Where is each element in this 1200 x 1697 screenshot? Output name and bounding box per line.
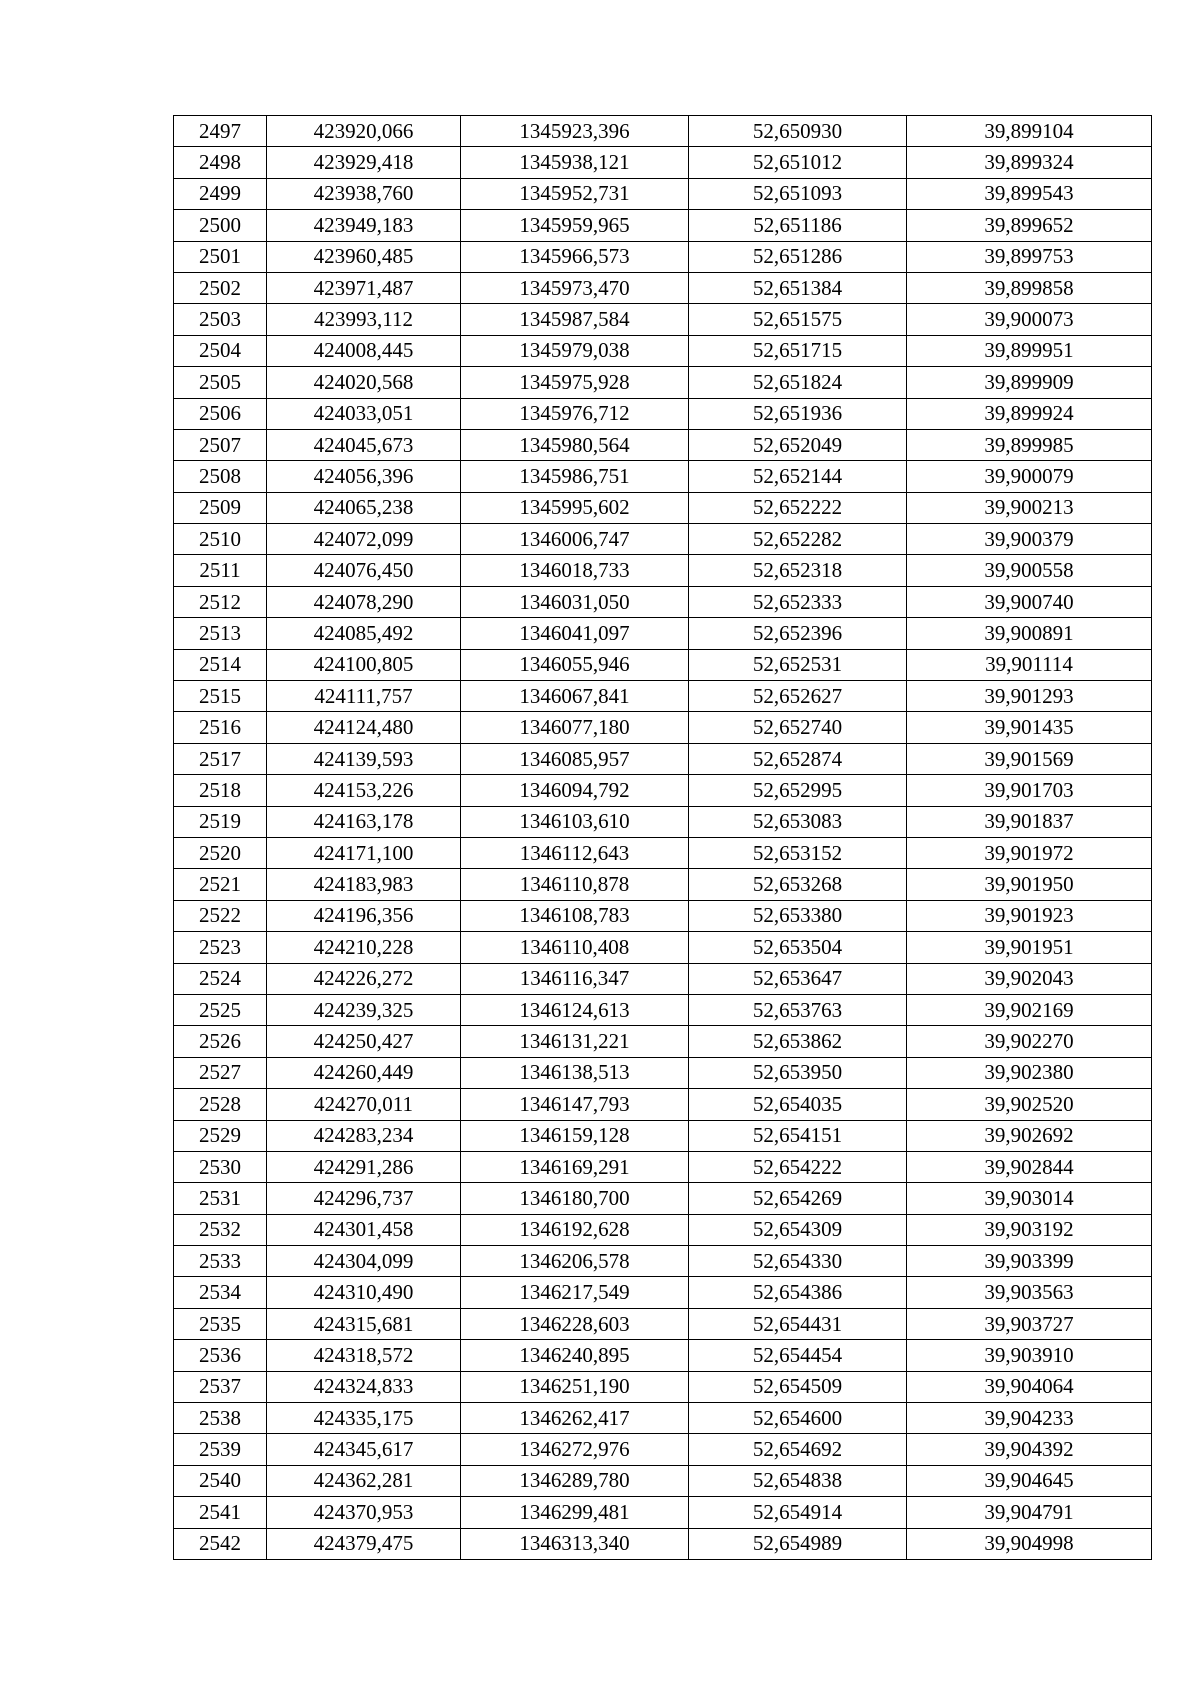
table-row bbox=[174, 712, 1152, 743]
point-number-cell: 2535 bbox=[174, 1308, 267, 1339]
longitude-cell: 39,902520 bbox=[907, 1089, 1152, 1120]
longitude-cell: 39,901293 bbox=[907, 681, 1152, 712]
y-coordinate-cell: 1346138,513 bbox=[461, 1057, 689, 1088]
longitude-cell: 39,903192 bbox=[907, 1214, 1152, 1245]
y-coordinate-cell: 1346240,895 bbox=[461, 1340, 689, 1371]
table-row bbox=[174, 461, 1152, 492]
x-coordinate-cell: 424078,290 bbox=[267, 586, 461, 617]
x-coordinate-cell: 424210,228 bbox=[267, 932, 461, 963]
point-number-cell: 2541 bbox=[174, 1497, 267, 1528]
latitude-cell: 52,652282 bbox=[689, 524, 907, 555]
table-row bbox=[174, 1214, 1152, 1245]
latitude-cell: 52,654035 bbox=[689, 1089, 907, 1120]
x-coordinate-cell: 424310,490 bbox=[267, 1277, 461, 1308]
latitude-cell: 52,653152 bbox=[689, 837, 907, 868]
longitude-cell: 39,899924 bbox=[907, 398, 1152, 429]
table-row bbox=[174, 1183, 1152, 1214]
point-number-cell: 2529 bbox=[174, 1120, 267, 1151]
latitude-cell: 52,654309 bbox=[689, 1214, 907, 1245]
latitude-cell: 52,654454 bbox=[689, 1340, 907, 1371]
latitude-cell: 52,651824 bbox=[689, 367, 907, 398]
y-coordinate-cell: 1346006,747 bbox=[461, 524, 689, 555]
longitude-cell: 39,900379 bbox=[907, 524, 1152, 555]
latitude-cell: 52,654914 bbox=[689, 1497, 907, 1528]
point-number-cell: 2501 bbox=[174, 241, 267, 272]
y-coordinate-cell: 1346085,957 bbox=[461, 743, 689, 774]
point-number-cell: 2502 bbox=[174, 272, 267, 303]
latitude-cell: 52,652995 bbox=[689, 775, 907, 806]
y-coordinate-cell: 1346131,221 bbox=[461, 1026, 689, 1057]
longitude-cell: 39,900558 bbox=[907, 555, 1152, 586]
y-coordinate-cell: 1346110,408 bbox=[461, 932, 689, 963]
latitude-cell: 52,652740 bbox=[689, 712, 907, 743]
table-row bbox=[174, 367, 1152, 398]
latitude-cell: 52,654222 bbox=[689, 1151, 907, 1182]
x-coordinate-cell: 424291,286 bbox=[267, 1151, 461, 1182]
point-number-cell: 2525 bbox=[174, 994, 267, 1025]
y-coordinate-cell: 1346116,347 bbox=[461, 963, 689, 994]
longitude-cell: 39,899985 bbox=[907, 429, 1152, 460]
point-number-cell: 2510 bbox=[174, 524, 267, 555]
longitude-cell: 39,903014 bbox=[907, 1183, 1152, 1214]
point-number-cell: 2527 bbox=[174, 1057, 267, 1088]
latitude-cell: 52,652531 bbox=[689, 649, 907, 680]
table-row bbox=[174, 837, 1152, 868]
x-coordinate-cell: 424239,325 bbox=[267, 994, 461, 1025]
latitude-cell: 52,651715 bbox=[689, 335, 907, 366]
longitude-cell: 39,901703 bbox=[907, 775, 1152, 806]
point-number-cell: 2536 bbox=[174, 1340, 267, 1371]
table-row bbox=[174, 398, 1152, 429]
y-coordinate-cell: 1346299,481 bbox=[461, 1497, 689, 1528]
x-coordinate-cell: 424072,099 bbox=[267, 524, 461, 555]
longitude-cell: 39,903399 bbox=[907, 1246, 1152, 1277]
longitude-cell: 39,902380 bbox=[907, 1057, 1152, 1088]
x-coordinate-cell: 423938,760 bbox=[267, 178, 461, 209]
y-coordinate-cell: 1346313,340 bbox=[461, 1528, 689, 1559]
x-coordinate-cell: 424370,953 bbox=[267, 1497, 461, 1528]
x-coordinate-cell: 424153,226 bbox=[267, 775, 461, 806]
x-coordinate-cell: 424065,238 bbox=[267, 492, 461, 523]
latitude-cell: 52,653862 bbox=[689, 1026, 907, 1057]
longitude-cell: 39,900891 bbox=[907, 618, 1152, 649]
x-coordinate-cell: 424111,757 bbox=[267, 681, 461, 712]
x-coordinate-cell: 424362,281 bbox=[267, 1465, 461, 1496]
y-coordinate-cell: 1346169,291 bbox=[461, 1151, 689, 1182]
y-coordinate-cell: 1345986,751 bbox=[461, 461, 689, 492]
x-coordinate-cell: 423949,183 bbox=[267, 210, 461, 241]
x-coordinate-cell: 423993,112 bbox=[267, 304, 461, 335]
table-row bbox=[174, 1465, 1152, 1496]
point-number-cell: 2522 bbox=[174, 900, 267, 931]
x-coordinate-cell: 424085,492 bbox=[267, 618, 461, 649]
y-coordinate-cell: 1345973,470 bbox=[461, 272, 689, 303]
longitude-cell: 39,899104 bbox=[907, 116, 1152, 147]
longitude-cell: 39,901923 bbox=[907, 900, 1152, 931]
y-coordinate-cell: 1346112,643 bbox=[461, 837, 689, 868]
latitude-cell: 52,653763 bbox=[689, 994, 907, 1025]
latitude-cell: 52,651936 bbox=[689, 398, 907, 429]
x-coordinate-cell: 424226,272 bbox=[267, 963, 461, 994]
longitude-cell: 39,902169 bbox=[907, 994, 1152, 1025]
y-coordinate-cell: 1346067,841 bbox=[461, 681, 689, 712]
point-number-cell: 2519 bbox=[174, 806, 267, 837]
x-coordinate-cell: 424260,449 bbox=[267, 1057, 461, 1088]
x-coordinate-cell: 424100,805 bbox=[267, 649, 461, 680]
y-coordinate-cell: 1346272,976 bbox=[461, 1434, 689, 1465]
latitude-cell: 52,651012 bbox=[689, 147, 907, 178]
latitude-cell: 52,652627 bbox=[689, 681, 907, 712]
x-coordinate-cell: 424315,681 bbox=[267, 1308, 461, 1339]
latitude-cell: 52,651093 bbox=[689, 178, 907, 209]
point-number-cell: 2507 bbox=[174, 429, 267, 460]
longitude-cell: 39,899652 bbox=[907, 210, 1152, 241]
latitude-cell: 52,654509 bbox=[689, 1371, 907, 1402]
table-row bbox=[174, 116, 1152, 147]
longitude-cell: 39,901951 bbox=[907, 932, 1152, 963]
longitude-cell: 39,901837 bbox=[907, 806, 1152, 837]
latitude-cell: 52,654151 bbox=[689, 1120, 907, 1151]
longitude-cell: 39,901569 bbox=[907, 743, 1152, 774]
point-number-cell: 2511 bbox=[174, 555, 267, 586]
y-coordinate-cell: 1346159,128 bbox=[461, 1120, 689, 1151]
table-row bbox=[174, 1246, 1152, 1277]
x-coordinate-cell: 424056,396 bbox=[267, 461, 461, 492]
latitude-cell: 52,654269 bbox=[689, 1183, 907, 1214]
table-row bbox=[174, 681, 1152, 712]
y-coordinate-cell: 1346041,097 bbox=[461, 618, 689, 649]
x-coordinate-cell: 424283,234 bbox=[267, 1120, 461, 1151]
longitude-cell: 39,901950 bbox=[907, 869, 1152, 900]
latitude-cell: 52,652318 bbox=[689, 555, 907, 586]
table-row bbox=[174, 1371, 1152, 1402]
y-coordinate-cell: 1346289,780 bbox=[461, 1465, 689, 1496]
y-coordinate-cell: 1345952,731 bbox=[461, 178, 689, 209]
latitude-cell: 52,652874 bbox=[689, 743, 907, 774]
longitude-cell: 39,903727 bbox=[907, 1308, 1152, 1339]
latitude-cell: 52,651384 bbox=[689, 272, 907, 303]
point-number-cell: 2497 bbox=[174, 116, 267, 147]
y-coordinate-cell: 1346103,610 bbox=[461, 806, 689, 837]
coordinates-table-body bbox=[174, 116, 1152, 1560]
y-coordinate-cell: 1346110,878 bbox=[461, 869, 689, 900]
x-coordinate-cell: 424139,593 bbox=[267, 743, 461, 774]
point-number-cell: 2517 bbox=[174, 743, 267, 774]
x-coordinate-cell: 424296,737 bbox=[267, 1183, 461, 1214]
longitude-cell: 39,901972 bbox=[907, 837, 1152, 868]
point-number-cell: 2512 bbox=[174, 586, 267, 617]
y-coordinate-cell: 1345975,928 bbox=[461, 367, 689, 398]
y-coordinate-cell: 1346147,793 bbox=[461, 1089, 689, 1120]
longitude-cell: 39,901114 bbox=[907, 649, 1152, 680]
table-row bbox=[174, 1497, 1152, 1528]
table-row bbox=[174, 1026, 1152, 1057]
point-number-cell: 2523 bbox=[174, 932, 267, 963]
table-row bbox=[174, 963, 1152, 994]
table-row bbox=[174, 618, 1152, 649]
point-number-cell: 2503 bbox=[174, 304, 267, 335]
longitude-cell: 39,901435 bbox=[907, 712, 1152, 743]
latitude-cell: 52,653083 bbox=[689, 806, 907, 837]
longitude-cell: 39,899909 bbox=[907, 367, 1152, 398]
x-coordinate-cell: 424345,617 bbox=[267, 1434, 461, 1465]
point-number-cell: 2537 bbox=[174, 1371, 267, 1402]
y-coordinate-cell: 1345995,602 bbox=[461, 492, 689, 523]
latitude-cell: 52,654431 bbox=[689, 1308, 907, 1339]
longitude-cell: 39,899858 bbox=[907, 272, 1152, 303]
y-coordinate-cell: 1345987,584 bbox=[461, 304, 689, 335]
x-coordinate-cell: 424250,427 bbox=[267, 1026, 461, 1057]
latitude-cell: 52,654692 bbox=[689, 1434, 907, 1465]
x-coordinate-cell: 424020,568 bbox=[267, 367, 461, 398]
point-number-cell: 2504 bbox=[174, 335, 267, 366]
x-coordinate-cell: 423929,418 bbox=[267, 147, 461, 178]
x-coordinate-cell: 424301,458 bbox=[267, 1214, 461, 1245]
point-number-cell: 2542 bbox=[174, 1528, 267, 1559]
point-number-cell: 2526 bbox=[174, 1026, 267, 1057]
table-row bbox=[174, 1089, 1152, 1120]
latitude-cell: 52,654600 bbox=[689, 1403, 907, 1434]
y-coordinate-cell: 1346018,733 bbox=[461, 555, 689, 586]
longitude-cell: 39,902043 bbox=[907, 963, 1152, 994]
point-number-cell: 2505 bbox=[174, 367, 267, 398]
point-number-cell: 2506 bbox=[174, 398, 267, 429]
table-row bbox=[174, 1151, 1152, 1182]
table-row bbox=[174, 1340, 1152, 1371]
y-coordinate-cell: 1346217,549 bbox=[461, 1277, 689, 1308]
longitude-cell: 39,900073 bbox=[907, 304, 1152, 335]
y-coordinate-cell: 1346262,417 bbox=[461, 1403, 689, 1434]
longitude-cell: 39,904233 bbox=[907, 1403, 1152, 1434]
y-coordinate-cell: 1345923,396 bbox=[461, 116, 689, 147]
point-number-cell: 2530 bbox=[174, 1151, 267, 1182]
point-number-cell: 2539 bbox=[174, 1434, 267, 1465]
latitude-cell: 52,653950 bbox=[689, 1057, 907, 1088]
point-number-cell: 2520 bbox=[174, 837, 267, 868]
latitude-cell: 52,653647 bbox=[689, 963, 907, 994]
table-row bbox=[174, 775, 1152, 806]
table-row bbox=[174, 743, 1152, 774]
coordinates-table bbox=[173, 115, 1152, 1560]
x-coordinate-cell: 424335,175 bbox=[267, 1403, 461, 1434]
table-row bbox=[174, 1528, 1152, 1559]
x-coordinate-cell: 423960,485 bbox=[267, 241, 461, 272]
x-coordinate-cell: 424270,011 bbox=[267, 1089, 461, 1120]
table-row bbox=[174, 272, 1152, 303]
table-row bbox=[174, 1308, 1152, 1339]
y-coordinate-cell: 1346192,628 bbox=[461, 1214, 689, 1245]
latitude-cell: 52,652333 bbox=[689, 586, 907, 617]
longitude-cell: 39,900740 bbox=[907, 586, 1152, 617]
point-number-cell: 2508 bbox=[174, 461, 267, 492]
point-number-cell: 2509 bbox=[174, 492, 267, 523]
x-coordinate-cell: 424045,673 bbox=[267, 429, 461, 460]
latitude-cell: 52,652144 bbox=[689, 461, 907, 492]
latitude-cell: 52,653380 bbox=[689, 900, 907, 931]
point-number-cell: 2515 bbox=[174, 681, 267, 712]
table-row bbox=[174, 555, 1152, 586]
point-number-cell: 2532 bbox=[174, 1214, 267, 1245]
table-row bbox=[174, 806, 1152, 837]
point-number-cell: 2540 bbox=[174, 1465, 267, 1496]
point-number-cell: 2499 bbox=[174, 178, 267, 209]
y-coordinate-cell: 1345979,038 bbox=[461, 335, 689, 366]
x-coordinate-cell: 424304,099 bbox=[267, 1246, 461, 1277]
table-row bbox=[174, 1120, 1152, 1151]
point-number-cell: 2514 bbox=[174, 649, 267, 680]
point-number-cell: 2533 bbox=[174, 1246, 267, 1277]
longitude-cell: 39,899324 bbox=[907, 147, 1152, 178]
latitude-cell: 52,653504 bbox=[689, 932, 907, 963]
x-coordinate-cell: 424183,983 bbox=[267, 869, 461, 900]
y-coordinate-cell: 1346124,613 bbox=[461, 994, 689, 1025]
y-coordinate-cell: 1346094,792 bbox=[461, 775, 689, 806]
table-row bbox=[174, 1057, 1152, 1088]
latitude-cell: 52,651286 bbox=[689, 241, 907, 272]
x-coordinate-cell: 424379,475 bbox=[267, 1528, 461, 1559]
latitude-cell: 52,651186 bbox=[689, 210, 907, 241]
x-coordinate-cell: 424318,572 bbox=[267, 1340, 461, 1371]
longitude-cell: 39,902692 bbox=[907, 1120, 1152, 1151]
table-row bbox=[174, 304, 1152, 335]
longitude-cell: 39,904392 bbox=[907, 1434, 1152, 1465]
table-row bbox=[174, 1434, 1152, 1465]
latitude-cell: 52,652396 bbox=[689, 618, 907, 649]
longitude-cell: 39,902844 bbox=[907, 1151, 1152, 1182]
longitude-cell: 39,899951 bbox=[907, 335, 1152, 366]
x-coordinate-cell: 424324,833 bbox=[267, 1371, 461, 1402]
x-coordinate-cell: 424033,051 bbox=[267, 398, 461, 429]
point-number-cell: 2528 bbox=[174, 1089, 267, 1120]
y-coordinate-cell: 1346108,783 bbox=[461, 900, 689, 931]
table-row bbox=[174, 241, 1152, 272]
y-coordinate-cell: 1345938,121 bbox=[461, 147, 689, 178]
point-number-cell: 2518 bbox=[174, 775, 267, 806]
y-coordinate-cell: 1345976,712 bbox=[461, 398, 689, 429]
latitude-cell: 52,652049 bbox=[689, 429, 907, 460]
table-row bbox=[174, 649, 1152, 680]
point-number-cell: 2531 bbox=[174, 1183, 267, 1214]
longitude-cell: 39,899543 bbox=[907, 178, 1152, 209]
table-row bbox=[174, 178, 1152, 209]
table-row bbox=[174, 210, 1152, 241]
table-row bbox=[174, 932, 1152, 963]
point-number-cell: 2500 bbox=[174, 210, 267, 241]
y-coordinate-cell: 1346055,946 bbox=[461, 649, 689, 680]
longitude-cell: 39,903563 bbox=[907, 1277, 1152, 1308]
point-number-cell: 2521 bbox=[174, 869, 267, 900]
y-coordinate-cell: 1346031,050 bbox=[461, 586, 689, 617]
y-coordinate-cell: 1345980,564 bbox=[461, 429, 689, 460]
point-number-cell: 2538 bbox=[174, 1403, 267, 1434]
longitude-cell: 39,904064 bbox=[907, 1371, 1152, 1402]
table-row bbox=[174, 147, 1152, 178]
point-number-cell: 2534 bbox=[174, 1277, 267, 1308]
table-row bbox=[174, 335, 1152, 366]
x-coordinate-cell: 424163,178 bbox=[267, 806, 461, 837]
y-coordinate-cell: 1346206,578 bbox=[461, 1246, 689, 1277]
point-number-cell: 2513 bbox=[174, 618, 267, 649]
y-coordinate-cell: 1346180,700 bbox=[461, 1183, 689, 1214]
latitude-cell: 52,654386 bbox=[689, 1277, 907, 1308]
point-number-cell: 2516 bbox=[174, 712, 267, 743]
table-row bbox=[174, 900, 1152, 931]
longitude-cell: 39,903910 bbox=[907, 1340, 1152, 1371]
y-coordinate-cell: 1346228,603 bbox=[461, 1308, 689, 1339]
x-coordinate-cell: 423971,487 bbox=[267, 272, 461, 303]
longitude-cell: 39,902270 bbox=[907, 1026, 1152, 1057]
latitude-cell: 52,654838 bbox=[689, 1465, 907, 1496]
latitude-cell: 52,654330 bbox=[689, 1246, 907, 1277]
longitude-cell: 39,899753 bbox=[907, 241, 1152, 272]
point-number-cell: 2498 bbox=[174, 147, 267, 178]
table-row bbox=[174, 1277, 1152, 1308]
x-coordinate-cell: 423920,066 bbox=[267, 116, 461, 147]
table-row bbox=[174, 1403, 1152, 1434]
table-row bbox=[174, 586, 1152, 617]
latitude-cell: 52,652222 bbox=[689, 492, 907, 523]
table-row bbox=[174, 994, 1152, 1025]
x-coordinate-cell: 424076,450 bbox=[267, 555, 461, 586]
latitude-cell: 52,653268 bbox=[689, 869, 907, 900]
table-row bbox=[174, 429, 1152, 460]
table-row bbox=[174, 524, 1152, 555]
y-coordinate-cell: 1345966,573 bbox=[461, 241, 689, 272]
longitude-cell: 39,904645 bbox=[907, 1465, 1152, 1496]
x-coordinate-cell: 424124,480 bbox=[267, 712, 461, 743]
x-coordinate-cell: 424196,356 bbox=[267, 900, 461, 931]
y-coordinate-cell: 1345959,965 bbox=[461, 210, 689, 241]
longitude-cell: 39,904998 bbox=[907, 1528, 1152, 1559]
point-number-cell: 2524 bbox=[174, 963, 267, 994]
y-coordinate-cell: 1346077,180 bbox=[461, 712, 689, 743]
x-coordinate-cell: 424171,100 bbox=[267, 837, 461, 868]
latitude-cell: 52,651575 bbox=[689, 304, 907, 335]
longitude-cell: 39,900079 bbox=[907, 461, 1152, 492]
x-coordinate-cell: 424008,445 bbox=[267, 335, 461, 366]
table-row bbox=[174, 869, 1152, 900]
longitude-cell: 39,900213 bbox=[907, 492, 1152, 523]
longitude-cell: 39,904791 bbox=[907, 1497, 1152, 1528]
latitude-cell: 52,650930 bbox=[689, 116, 907, 147]
latitude-cell: 52,654989 bbox=[689, 1528, 907, 1559]
y-coordinate-cell: 1346251,190 bbox=[461, 1371, 689, 1402]
table-row bbox=[174, 492, 1152, 523]
